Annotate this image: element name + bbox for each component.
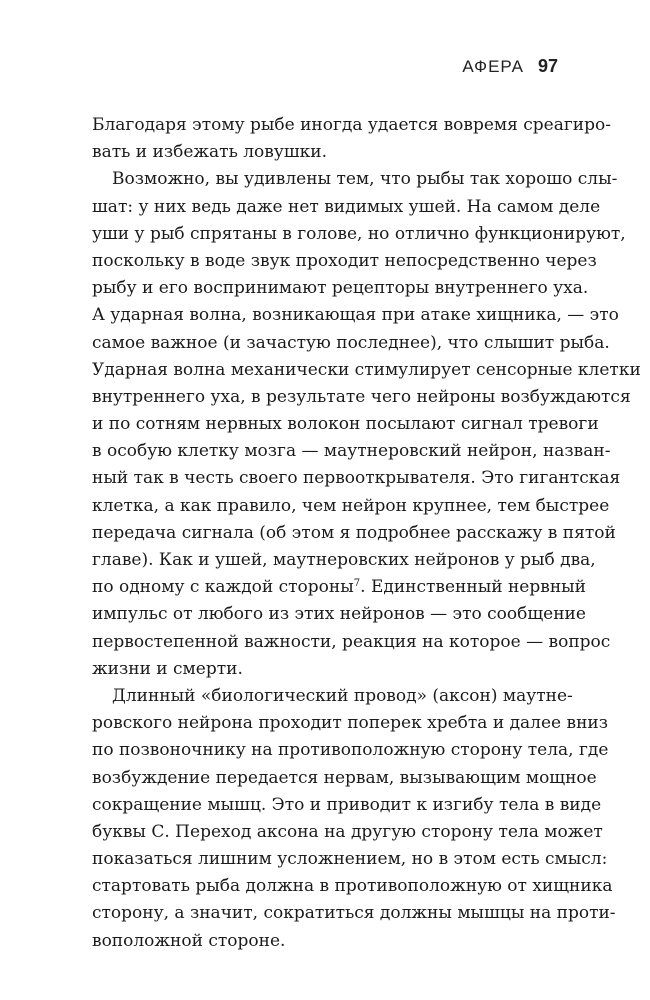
text-line: шат: у них ведь даже нет видимых ушей. На самом деле	[92, 196, 601, 217]
page-number: 97	[537, 56, 558, 76]
text-line: первостепенной важности, реакция на которое — вопрос	[92, 631, 611, 652]
text-line: Длинный «биологический провод» (аксон) маутне-	[112, 685, 573, 706]
text-line: буквы С. Переход аксона на другую сторону тела может	[92, 821, 603, 842]
footnote-marker[interactable]: 7	[353, 578, 361, 590]
text-line: показаться лишним усложнением, но в этом есть смысл:	[92, 849, 608, 870]
text-line: по позвоночнику на противоположную сторону тела, где	[92, 740, 609, 761]
text-line: рыбу и его воспринимают рецепторы внутреннего уха.	[92, 278, 589, 299]
text-line: Благодаря этому рыбе иногда удается вовремя среагиро-	[92, 115, 611, 135]
paragraph-1	[92, 112, 611, 166]
text-line: жизни и смерти.	[92, 658, 243, 679]
chapter-title: АФЕРА	[462, 57, 524, 76]
running-header	[462, 56, 558, 77]
text-line: ровского нейрона проходит поперек хребта и далее вниз	[92, 713, 609, 734]
text-line: Возможно, вы удивлены тем, что рыбы так хорошо слы-	[112, 169, 618, 190]
body-text	[92, 112, 641, 955]
text-line: передача сигнала (об этом я подробнее расскажу в пятой	[92, 522, 616, 543]
text-line: внутреннего уха, в результате чего нейроны возбуждаются	[92, 386, 631, 407]
text-line: сторону, а значит, сократиться должны мышцы на проти-	[92, 903, 616, 924]
paragraph-3	[92, 683, 616, 955]
text-line-with-footnote	[92, 574, 587, 601]
text-line: воположной стороне.	[92, 930, 286, 951]
text-line: Ударная волна механически стимулирует сенсорные клетки	[92, 359, 641, 380]
paragraph-2	[92, 166, 641, 683]
text-line: самое важное (и зачастую последнее), что слышит рыба.	[92, 332, 610, 353]
text-line: и по сотням нервных волокон посылают сигнал тревоги	[92, 414, 599, 435]
text-line: главе). Как и ушей, маутнеровских нейронов у рыб два,	[92, 550, 596, 570]
text-line: клетка, а как правило, чем нейрон крупнее, тем быстрее	[92, 495, 610, 516]
text-fragment: . Единственный нервный	[360, 577, 587, 598]
text-line: ный так в честь своего первооткрывателя. Это гигантская	[92, 468, 621, 489]
text-line: уши у рыб спрятаны в голове, но отлично функционируют,	[92, 223, 626, 244]
text-fragment: по одному с каждой стороны	[92, 577, 354, 598]
text-line: сокращение мышц. Это и приводит к изгибу тела в виде	[92, 794, 602, 815]
text-line: А ударная волна, возникающая при атаке хищника, — это	[92, 305, 619, 326]
text-line: в особую клетку мозга — маутнеровский нейрон, назван-	[92, 441, 611, 462]
text-line: вать и избежать ловушки.	[92, 142, 328, 163]
text-line: стартовать рыба должна в противоположную от хищника	[92, 876, 613, 897]
text-line: возбуждение передается нервам, вызывающим мощное	[92, 767, 597, 788]
text-line: поскольку в воде звук проходит непосредственно через	[92, 250, 597, 271]
text-line: импульс от любого из этих нейронов — это сообщение	[92, 604, 586, 625]
